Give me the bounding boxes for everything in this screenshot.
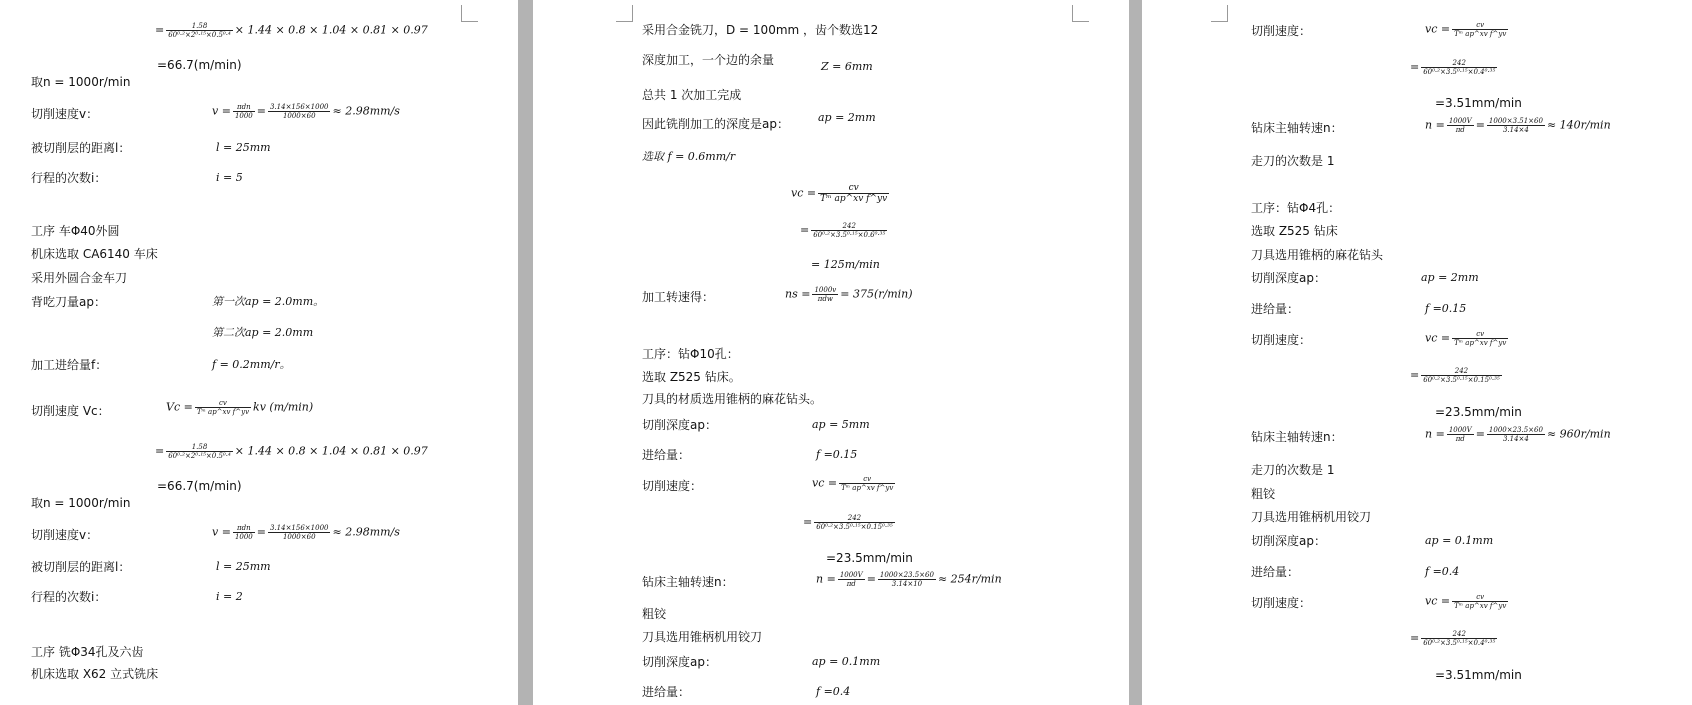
- text-line: 刀具选用锥柄机用铰刀: [1251, 510, 1372, 524]
- text-line: 选取 Z525 钻床。: [642, 370, 741, 384]
- label: 行程的次数i：: [31, 171, 107, 185]
- document-page-2: [533, 0, 1129, 705]
- section-heading: 工序：钻Φ4孔：: [1251, 201, 1341, 215]
- label: 背吃刀量ap：: [31, 295, 106, 309]
- text-line: 取n = 1000r/min: [31, 496, 131, 510]
- text-line: 刀具选用锥柄的麻花钻头: [1251, 248, 1384, 262]
- section-heading: 工序：钻Φ10孔：: [642, 347, 739, 361]
- formula-line: = $\frac{242}{\text{60⁰·²×3.5⁰·¹⁵×0.15⁰·³⁵}}$: [803, 514, 893, 531]
- formula-result: =23.5mm/min: [1435, 405, 1522, 419]
- label: 钻床主轴转速n：: [1251, 121, 1343, 135]
- text-line: 粗铰: [642, 607, 667, 621]
- label: 切削速度：: [642, 479, 703, 493]
- formula-line: = $\frac{242}{\text{60⁰·²×3.5⁰·¹⁵×0.4⁰·³⁵}}$: [1410, 59, 1496, 76]
- formula-line: vc = $\frac{cv}{\text{Tᵐ ap\textasciicircum{}xv f\textasciicircum{}yv}}$: [1425, 593, 1507, 610]
- value: ap = 5mm: [812, 418, 870, 431]
- label: 钻床主轴转速n：: [642, 575, 734, 589]
- formula-result: =3.51mm/min: [1435, 96, 1522, 110]
- text-line: 选取 Z525 钻床: [1251, 224, 1338, 238]
- text-line: 走刀的次数是 1: [1251, 463, 1335, 477]
- value: l = 25mm: [216, 141, 271, 154]
- formula-line: vc = $\frac{cv}{\text{Tᵐ ap\textasciicircum{}xv f\textasciicircum{}yv}}$: [1425, 330, 1507, 347]
- label: 切削速度：: [1251, 24, 1312, 38]
- label: 切削速度 Vc：: [31, 404, 110, 418]
- formula-line: n = $\frac{1000V}{\pi d}$ = $\frac{1000\times 3.51\times 60}{3.14\times 4}$ ≈ 140r/min: [1425, 117, 1611, 134]
- formula-result: =3.51mm/min: [1435, 668, 1522, 682]
- document-page-1: [0, 0, 518, 705]
- label: 深度加工，一个边的余量: [642, 53, 775, 67]
- value: 第一次ap = 2.0mm。: [212, 295, 325, 308]
- value: f =0.4: [1425, 565, 1460, 578]
- label: 切削深度ap：: [1251, 534, 1326, 548]
- formula-line: vc = $\frac{cv}{\text{Tᵐ ap\textasciicircum{}xv f\textasciicircum{}yv}}$: [812, 475, 894, 492]
- label: 切削深度ap：: [1251, 271, 1326, 285]
- label: 行程的次数i：: [31, 590, 107, 604]
- label: 切削速度：: [1251, 333, 1312, 347]
- formula-line: vc = $\frac{cv}{\text{Tᵐ ap\textasciicircum{}xv f\textasciicircum{}yv}}$: [1425, 21, 1507, 38]
- text-line: 机床选取 CA6140 车床: [31, 247, 158, 261]
- label: 进给量：: [1251, 302, 1300, 316]
- section-heading: 工序 车Φ40外圆: [31, 224, 120, 238]
- text-line: 走刀的次数是 1: [1251, 154, 1335, 168]
- text-line: 采用合金铣刀，D = 100mm ，齿个数选12: [642, 23, 879, 37]
- value: ap = 2mm: [818, 111, 876, 124]
- label: 被切削层的距离l：: [31, 560, 131, 574]
- text-line: 刀具的材质选用锥柄的麻花钻头。: [642, 392, 823, 406]
- value: i = 5: [216, 171, 243, 184]
- label: 切削速度v：: [31, 528, 99, 542]
- value: i = 2: [216, 590, 243, 603]
- section-heading: 工序 铣Φ34孔及六齿: [31, 645, 144, 659]
- value: l = 25mm: [216, 560, 271, 573]
- label: 进给量：: [642, 448, 691, 462]
- value: ap = 0.1mm: [1425, 534, 1494, 547]
- value: f = 0.2mm/r。: [212, 358, 291, 371]
- text-line: 机床选取 X62 立式铣床: [31, 667, 159, 681]
- formula-line: v = $\frac{\text{πdn}}{1000}$ = $\frac{3.14\times 156\times 1000}{1000\times 60}$ ≈ 2.98mm/s: [212, 524, 400, 541]
- page-corner-mark: [1211, 5, 1228, 22]
- formula-line: = $\frac{242}{\text{60⁰·²×3.5⁰·¹⁵×0.4⁰·³⁵}}$: [1410, 630, 1496, 647]
- label: 切削深度ap：: [642, 655, 717, 669]
- text-line: 取n = 1000r/min: [31, 75, 131, 89]
- label: 切削深度ap：: [642, 418, 717, 432]
- formula-result: =23.5mm/min: [826, 551, 913, 565]
- text-line: 粗铰: [1251, 487, 1276, 501]
- label: 进给量：: [1251, 565, 1300, 579]
- formula-line: = $\frac{1.58}{\text{60⁰·²×2⁰·¹⁵×0.5⁰·⁴}}$ × 1.44 × 0.8 × 1.04 × 0.81 × 0.97: [155, 22, 428, 39]
- label: 加工转速得：: [642, 290, 715, 304]
- label: 因此铣削加工的深度是ap：: [642, 117, 789, 131]
- page-corner-mark: [616, 5, 633, 22]
- document-page-3: [1142, 0, 1692, 705]
- label: 加工进给量f：: [31, 358, 108, 372]
- label: 进给量：: [642, 685, 691, 699]
- value: Z = 6mm: [821, 60, 873, 73]
- label: 钻床主轴转速n：: [1251, 430, 1343, 444]
- formula-line: v = $\frac{\text{πdn}}{1000}$ = $\frac{3.14\times 156\times 1000}{1000\times 60}$ ≈ 2.98mm/s: [212, 103, 400, 120]
- text-line: 总共 1 次加工完成: [642, 88, 742, 102]
- formula-line: vc = $\frac{cv}{\text{Tᵐ ap\textasciicircum{}xv f\textasciicircum{}yv}}$: [791, 183, 888, 204]
- formula-line: = $\frac{1.58}{\text{60⁰·²×2⁰·¹⁵×0.5⁰·⁴}}$ × 1.44 × 0.8 × 1.04 × 0.81 × 0.97: [155, 443, 428, 460]
- text-line: 选取 f = 0.6mm/r: [642, 150, 736, 163]
- label: 切削速度：: [1251, 596, 1312, 610]
- value: ap = 0.1mm: [812, 655, 881, 668]
- value: f =0.15: [816, 448, 858, 461]
- value: ap = 2mm: [1421, 271, 1479, 284]
- label: 切削速度v：: [31, 107, 99, 121]
- formula-result: =66.7(m/min): [157, 479, 242, 493]
- formula-line: n = $\frac{1000V}{\pi d}$ = $\frac{1000\times 23.5\times 60}{3.14\times 4}$ ≈ 960r/min: [1425, 426, 1611, 443]
- page-corner-mark: [461, 5, 478, 22]
- formula-line: n = $\frac{1000V}{\pi d}$ = $\frac{1000\times 23.5\times 60}{3.14\times 10}$ ≈ 254r/min: [816, 571, 1002, 588]
- value: f =0.4: [816, 685, 851, 698]
- formula-line: = $\frac{242}{\text{60⁰·²×3.5⁰·¹⁵×0.6⁰·³⁵}}$: [800, 222, 886, 239]
- label: 被切削层的距离l：: [31, 141, 131, 155]
- text-line: 刀具选用锥柄机用铰刀: [642, 630, 763, 644]
- formula-line: ns = $\frac{1000v}{\text{πdw}}$ = 375(r/min): [785, 286, 913, 303]
- text-line: 采用外圆合金车刀: [31, 271, 128, 285]
- formula-line: = $\frac{242}{\text{60⁰·²×3.5⁰·¹⁵×0.15⁰·³⁵}}$: [1410, 367, 1500, 384]
- value: 第二次ap = 2.0mm: [212, 326, 314, 339]
- value: f =0.15: [1425, 302, 1467, 315]
- page-corner-mark: [1072, 5, 1089, 22]
- formula-line: Vc = $\frac{cv}{\text{Tᵐ ap\textasciicircum{}xv f\textasciicircum{}yv}}$ kv (m/min): [166, 399, 314, 416]
- formula-result: =66.7(m/min): [157, 58, 242, 72]
- formula-result: = 125m/min: [811, 258, 880, 271]
